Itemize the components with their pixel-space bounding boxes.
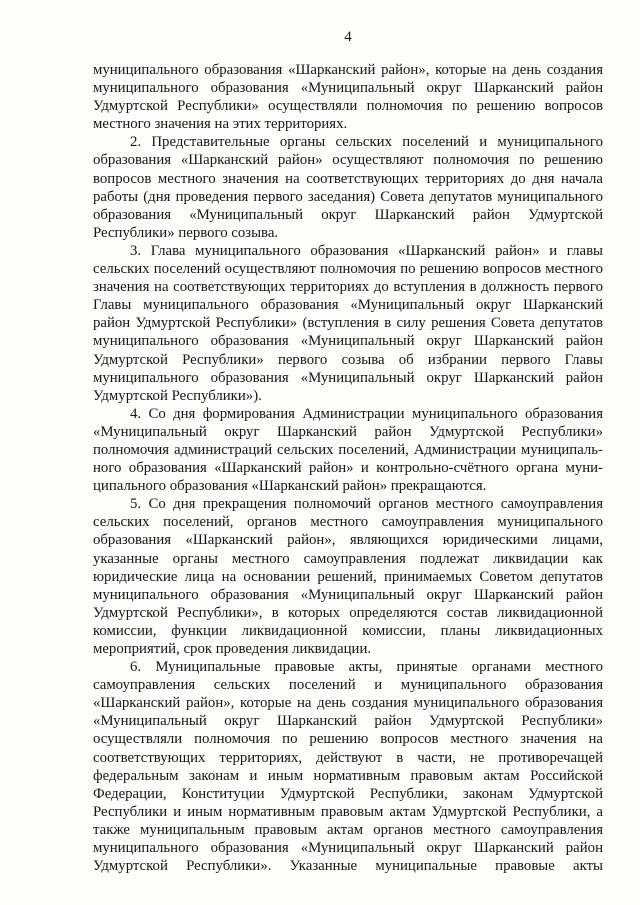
text-line: район Удмуртской Республики» (вступления в силу решения Совета депутатов (93, 315, 603, 332)
text-line: муниципального образования «Муниципальный округ Шарканский район (93, 333, 603, 350)
text-line: муниципального образования «Муниципальный округ Шарканский район (93, 80, 603, 97)
text-line: соответствующих территориях, действуют в части, не противоречащей (93, 749, 603, 766)
text-line: мероприятий, срок проведения ликвидации. (93, 641, 372, 657)
text-line: Удмуртской Республики». Указанные муниципальные правовые акты (93, 858, 603, 875)
text-line: осуществляли полномочия по решению вопросов местного значения на (93, 731, 603, 748)
text-line: самоуправления сельских поселений и муниципального образования (93, 677, 603, 694)
paragraph (93, 495, 603, 658)
paragraph (93, 242, 603, 405)
paragraph (93, 133, 603, 242)
text-line: значения на соответствующих территориях до вступления в должность первого (93, 279, 603, 296)
text-line: ного образования «Шарканский район» и контрольно-счётного органа муни- (93, 460, 603, 477)
paragraph (93, 405, 603, 495)
text-line: образования «Шарканский район», являющихся юридическими лицами, (93, 532, 603, 549)
document-body (93, 61, 603, 875)
page-number: 4 (344, 29, 352, 45)
text-line: «Муниципальный округ Шарканский район Удмуртской Республики» (93, 423, 603, 440)
text-line: Федерации, Конституции Удмуртской Республики, законам Удмуртской (93, 785, 603, 802)
text-line: 2. Представительные органы сельских поселений и муниципального (130, 134, 603, 151)
text-line: Республики и иным нормативным правовым актам Удмуртской Республики, а (93, 803, 603, 820)
text-line: местного значения на этих территориях. (93, 116, 348, 133)
text-line: муниципального образования «Муниципальный округ Шарканский район (93, 840, 603, 857)
text-line: комиссии, функции ликвидационной комиссии, планы ликвидационных (93, 622, 603, 639)
text-line: указанные органы местного самоуправления подлежат ликвидации как (93, 550, 603, 567)
text-line: «Муниципальный округ Шарканский район Удмуртской Республики» (93, 713, 603, 730)
text-line: полномочия администраций сельских поселений, Администрации муниципаль- (93, 441, 603, 458)
text-line: «Шарканский район», которые на день создания муниципального образования (93, 695, 603, 712)
text-line: сельских поселений осуществляют полномочия по решению вопросов местного (93, 261, 603, 278)
text-line: образования «Муниципальный округ Шарканский район Удмуртской (93, 206, 603, 223)
text-line: юридические лица на основании решений, принимаемых Советом депутатов (93, 568, 603, 585)
text-line: муниципального образования «Муниципальный округ Шарканский район (93, 369, 603, 386)
text-line: Республики» первого созыва. (93, 224, 279, 241)
text-line: 3. Глава муниципального образования «Шарканский район» и главы (130, 242, 603, 259)
text-line: Удмуртской Республики» осуществляли полномочия по решению вопросов (93, 98, 603, 115)
text-line: также муниципальным правовым актам органов местного самоуправления (93, 821, 603, 838)
text-line: 4. Со дня формирования Администрации муниципального образования (130, 405, 603, 422)
paragraph (93, 658, 603, 875)
text-line: 6. Муниципальные правовые акты, принятые органами местного (130, 659, 603, 676)
text-line: муниципального образования «Шарканский район», которые на день создания (93, 62, 603, 78)
text-line: 5. Со дня прекращения полномочий органов местного самоуправления (130, 496, 603, 513)
text-line: Удмуртской Республики» первого созыва об избрании первого Главы (93, 351, 603, 368)
text-line: федеральным законам и иным нормативным правовым актам Российской (93, 767, 603, 784)
text-line: работы (дня проведения первого заседания) Совета депутатов муниципального (93, 188, 603, 205)
text-line: сельских поселений, органов местного самоуправления муниципального (93, 514, 603, 531)
text-line: Главы муниципального образования «Муниципальный округ Шарканский (93, 297, 603, 314)
text-line: Удмуртской Республики», в которых определяются состав ликвидационной (93, 604, 603, 621)
text-line: вопросов местного значения на соответствующих территориях до дня начала (93, 170, 603, 187)
text-line: образования «Шарканский район» осуществляют полномочия по решению (93, 152, 603, 169)
text-line: Удмуртской Республики»). (93, 387, 262, 404)
text-line: муниципального образования «Муниципальный округ Шарканский район (93, 586, 603, 603)
text-line: ципального образования «Шарканский район» прекращаются. (93, 478, 487, 495)
paragraph (93, 61, 603, 133)
